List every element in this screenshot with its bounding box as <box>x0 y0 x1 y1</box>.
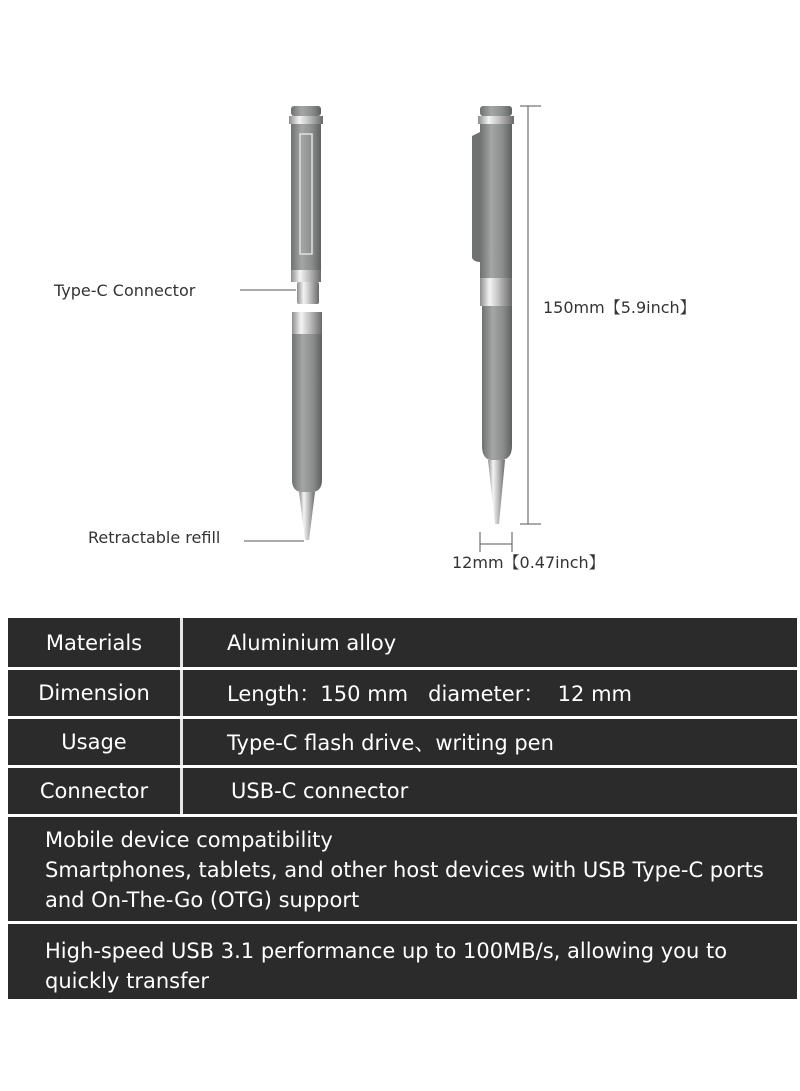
length-dimension <box>520 106 696 524</box>
spec-table <box>8 618 797 1002</box>
compat-title: Mobile device compatibility <box>45 828 333 852</box>
compat-block <box>8 817 797 921</box>
type-c-connector-label: Type-C Connector <box>54 281 196 300</box>
pen-assembled <box>472 106 514 524</box>
pen-body-open <box>292 312 322 540</box>
compat-text-2: and On-The-Go (OTG) support <box>45 888 360 912</box>
spec-key: Usage <box>8 719 183 765</box>
performance-text-1: High-speed USB 3.1 performance up to 100MB/s, allowing you to <box>45 939 728 963</box>
spec-value: Type-C flash drive、writing pen <box>227 731 554 755</box>
spec-row-usage <box>8 719 797 765</box>
spec-row-materials <box>8 618 797 667</box>
length-label: 150mm【5.9inch】 <box>543 298 696 317</box>
diameter-label: 12mm【0.47inch】 <box>452 553 605 572</box>
pen-clip <box>472 132 480 262</box>
pen-cap-open <box>289 106 323 304</box>
spec-value: USB-C connector <box>231 779 409 803</box>
spec-value: Length：150 mm diameter： 12 mm <box>227 682 632 706</box>
spec-key: Materials <box>8 618 183 667</box>
spec-row-dimension <box>8 670 797 716</box>
spec-row-connector <box>8 768 797 814</box>
performance-block <box>8 924 797 999</box>
spec-value: Aluminium alloy <box>227 630 397 655</box>
compat-text-1: Smartphones, tablets, and other host devices with USB Type-C ports <box>45 858 764 882</box>
spec-key: Dimension <box>8 670 183 716</box>
diameter-dimension <box>452 532 605 572</box>
spec-key: Connector <box>8 768 183 814</box>
performance-text-2: quickly transfer <box>45 969 210 993</box>
type-c-connector <box>297 282 319 304</box>
retractable-refill-label: Retractable refill <box>88 528 221 547</box>
